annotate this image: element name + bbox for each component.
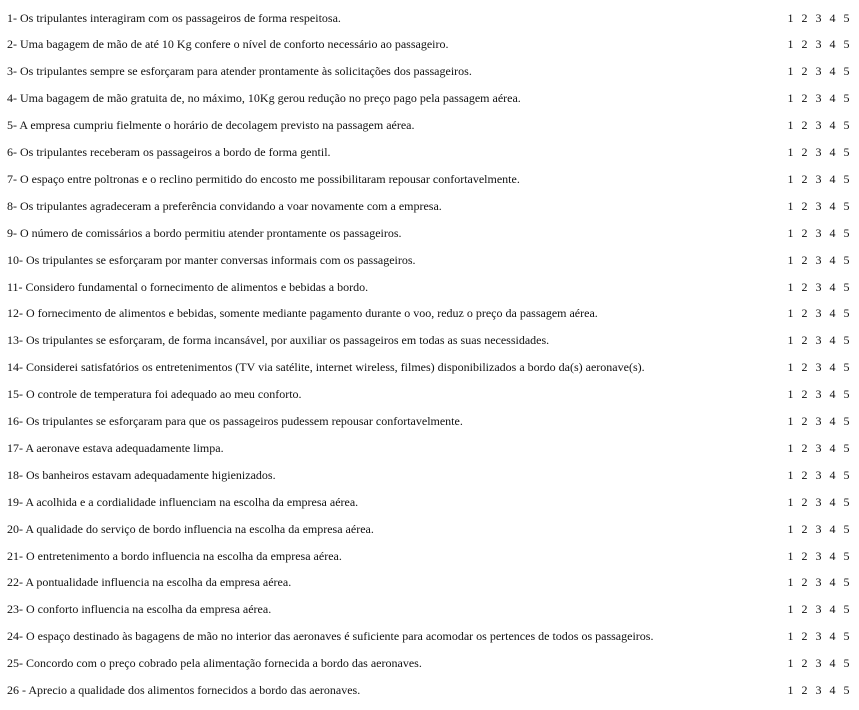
question-row <box>7 438 851 458</box>
scale-option[interactable]: 1 <box>787 656 794 671</box>
likert-scale <box>786 683 851 698</box>
scale-option[interactable]: 1 <box>787 521 794 536</box>
scale-option[interactable]: 4 <box>829 91 836 106</box>
question-text: 6- Os tripulantes receberam os passageiros a bordo de forma gentil. <box>7 145 331 159</box>
scale-option[interactable]: 1 <box>787 602 794 617</box>
scale-option[interactable]: 3 <box>815 91 822 106</box>
scale-option[interactable]: 1 <box>787 198 794 213</box>
scale-option[interactable]: 4 <box>829 360 836 375</box>
question-row <box>7 331 851 351</box>
question-text: 17- A aeronave estava adequadamente limpa. <box>7 440 224 455</box>
scale-option[interactable]: 3 <box>815 10 822 25</box>
question-row <box>7 196 851 216</box>
question-row <box>7 277 851 297</box>
scale-option[interactable]: 5 <box>843 494 850 509</box>
scale-option[interactable]: 1 <box>787 683 794 697</box>
scale-option[interactable]: 5 <box>843 225 850 240</box>
likert-scale <box>786 64 851 79</box>
scale-option[interactable]: 4 <box>829 306 836 321</box>
scale-option[interactable]: 4 <box>829 252 836 267</box>
scale-option[interactable]: 3 <box>815 360 822 375</box>
scale-option[interactable]: 1 <box>787 575 794 590</box>
scale-option[interactable]: 4 <box>829 333 836 348</box>
scale-option[interactable]: 4 <box>829 279 836 294</box>
scale-option[interactable]: 3 <box>815 467 822 482</box>
scale-option[interactable]: 2 <box>801 171 808 186</box>
question-row <box>7 250 851 270</box>
question-row <box>7 89 851 109</box>
question-row <box>7 169 851 189</box>
scale-option[interactable]: 3 <box>815 414 822 428</box>
likert-scale <box>786 11 851 26</box>
scale-option[interactable]: 1 <box>787 494 794 509</box>
scale-option[interactable]: 2 <box>801 494 808 509</box>
scale-option[interactable]: 4 <box>829 548 836 563</box>
scale-option[interactable]: 4 <box>829 629 836 644</box>
scale-option[interactable]: 4 <box>829 225 836 240</box>
question-text: 22- A pontualidade influencia na escolha da empresa aérea. <box>7 575 292 590</box>
question-row <box>7 600 851 620</box>
scale-option[interactable]: 4 <box>829 494 836 509</box>
likert-scale <box>786 37 851 52</box>
question-text: 4- Uma bagagem de mão gratuita de, no máximo, 10Kg gerou redução no preço pago pela passagem aérea. <box>7 91 521 106</box>
scale-option[interactable]: 1 <box>787 360 794 375</box>
question-row <box>7 385 851 405</box>
scale-option[interactable]: 4 <box>829 37 836 52</box>
scale-option[interactable]: 3 <box>815 225 822 240</box>
question-text: 11- Considero fundamental o fornecimento de alimentos e bebidas a bordo. <box>7 279 369 294</box>
likert-scale <box>786 253 851 268</box>
scale-option[interactable]: 4 <box>829 414 836 428</box>
question-text: 1- Os tripulantes interagiram com os passageiros de forma respeitosa. <box>7 10 341 25</box>
question-text: 5- A empresa cumpriu fielmente o horário de decolagem previsto na passagem aérea. <box>7 118 415 133</box>
scale-option[interactable]: 3 <box>815 145 822 159</box>
question-text: 19- A acolhida e a cordialidade influenciam na escolha da empresa aérea. <box>7 494 359 509</box>
scale-option[interactable]: 2 <box>801 521 808 536</box>
scale-option[interactable]: 4 <box>829 10 836 25</box>
question-row <box>7 465 851 485</box>
scale-option[interactable]: 3 <box>815 548 822 563</box>
scale-option[interactable]: 5 <box>843 387 850 402</box>
scale-option[interactable]: 4 <box>829 602 836 617</box>
scale-option[interactable]: 4 <box>829 467 836 482</box>
scale-option[interactable]: 2 <box>801 629 808 644</box>
scale-option[interactable]: 5 <box>843 333 850 348</box>
scale-option[interactable]: 2 <box>801 118 808 133</box>
question-text: 7- O espaço entre poltronas e o reclino permitido do encosto me possibilitaram repousar confortavelmente. <box>7 171 520 186</box>
scale-option[interactable]: 1 <box>787 306 794 321</box>
scale-option[interactable]: 2 <box>801 467 808 482</box>
scale-option[interactable]: 4 <box>829 387 836 402</box>
scale-option[interactable]: 3 <box>815 198 822 213</box>
scale-option[interactable]: 1 <box>787 629 794 644</box>
scale-option[interactable]: 4 <box>829 656 836 671</box>
question-row <box>7 304 851 324</box>
scale-option[interactable]: 3 <box>815 306 822 321</box>
scale-option[interactable]: 4 <box>829 145 836 159</box>
scale-option[interactable]: 3 <box>815 279 822 294</box>
scale-option[interactable]: 1 <box>787 118 794 133</box>
scale-option[interactable]: 4 <box>829 118 836 133</box>
scale-option[interactable]: 3 <box>815 252 822 267</box>
scale-option[interactable]: 1 <box>787 440 794 455</box>
question-text: 8- Os tripulantes agradeceram a preferência convidando a voar novamente com a empresa. <box>7 198 442 213</box>
question-text: 13- Os tripulantes se esforçaram, de forma incansável, por auxiliar os passageiros em todas as suas necessidades. <box>7 333 550 348</box>
scale-option[interactable]: 1 <box>787 548 794 563</box>
scale-option[interactable]: 2 <box>801 387 808 402</box>
likert-scale <box>786 91 851 106</box>
likert-scale <box>786 656 851 671</box>
question-text: 2- Uma bagagem de mão de até 10 Kg confere o nível de conforto necessário ao passageiro. <box>7 37 449 52</box>
likert-scale <box>786 145 851 160</box>
scale-option[interactable]: 3 <box>815 333 822 348</box>
scale-option[interactable]: 5 <box>843 360 850 375</box>
scale-option[interactable]: 4 <box>829 575 836 590</box>
likert-scale <box>786 549 851 564</box>
likert-scale <box>786 441 851 456</box>
likert-scale <box>786 575 851 590</box>
likert-scale <box>786 387 851 402</box>
scale-option[interactable]: 5 <box>843 171 850 186</box>
scale-option[interactable]: 2 <box>801 225 808 240</box>
scale-option[interactable]: 1 <box>787 10 794 25</box>
scale-option[interactable]: 2 <box>801 37 808 52</box>
question-row <box>7 627 851 647</box>
question-row <box>7 35 851 55</box>
scale-option[interactable]: 2 <box>801 360 808 375</box>
question-text: 24- O espaço destinado às bagagens de mão no interior das aeronaves é suficiente para acomodar os pertences de todos os passageiros. <box>7 629 654 644</box>
scale-option[interactable]: 5 <box>843 198 850 213</box>
question-text: 21- O entretenimento a bordo influencia na escolha da empresa aérea. <box>7 548 342 563</box>
scale-option[interactable]: 5 <box>843 64 850 79</box>
scale-option[interactable]: 3 <box>815 494 822 509</box>
question-text: 14- Considerei satisfatórios os entretenimentos (TV via satélite, internet wireless, filmes) disponibilizados a bordo da(s) aeronave(s). <box>7 360 645 375</box>
scale-option[interactable]: 5 <box>843 575 850 590</box>
question-row <box>7 412 851 432</box>
question-text: 9- O número de comissários a bordo permitiu atender prontamente os passageiros. <box>7 225 402 240</box>
scale-option[interactable]: 3 <box>815 575 822 590</box>
scale-option[interactable]: 1 <box>787 387 794 402</box>
scale-option[interactable]: 2 <box>801 306 808 321</box>
scale-option[interactable]: 3 <box>815 64 822 79</box>
scale-option[interactable]: 2 <box>801 333 808 348</box>
question-text: 12- O fornecimento de alimentos e bebidas, somente mediante pagamento durante o voo, reduz o preço da passagem aérea. <box>7 306 598 321</box>
question-row <box>7 143 851 163</box>
scale-option[interactable]: 2 <box>801 10 808 25</box>
scale-option[interactable]: 5 <box>843 306 850 321</box>
question-row <box>7 681 851 701</box>
likert-scale <box>786 522 851 537</box>
scale-option[interactable]: 2 <box>801 440 808 455</box>
likert-scale <box>786 118 851 133</box>
scale-option[interactable]: 2 <box>801 64 808 79</box>
likert-scale <box>786 468 851 483</box>
question-row <box>7 116 851 136</box>
scale-option[interactable]: 5 <box>843 252 850 267</box>
scale-option[interactable]: 1 <box>787 252 794 267</box>
question-text: 3- Os tripulantes sempre se esforçaram para atender prontamente às solicitações dos passageiros. <box>7 64 472 79</box>
scale-option[interactable]: 1 <box>787 414 794 428</box>
question-row <box>7 492 851 512</box>
scale-option[interactable]: 5 <box>843 467 850 482</box>
scale-option[interactable]: 5 <box>843 440 850 455</box>
question-row <box>7 358 851 378</box>
question-row <box>7 546 851 566</box>
question-row <box>7 8 851 28</box>
likert-scale <box>786 280 851 295</box>
scale-option[interactable]: 1 <box>787 279 794 294</box>
scale-option[interactable]: 2 <box>801 198 808 213</box>
scale-option[interactable]: 3 <box>815 440 822 455</box>
question-text: 15- O controle de temperatura foi adequado ao meu conforto. <box>7 387 302 402</box>
scale-option[interactable]: 2 <box>801 602 808 617</box>
scale-option[interactable]: 3 <box>815 656 822 671</box>
scale-option[interactable]: 5 <box>843 656 850 671</box>
scale-option[interactable]: 4 <box>829 683 836 697</box>
scale-option[interactable]: 5 <box>843 629 850 644</box>
scale-option[interactable]: 5 <box>843 118 850 133</box>
question-row <box>7 62 851 82</box>
question-text: 23- O conforto influencia na escolha da empresa aérea. <box>7 602 272 617</box>
likert-scale <box>786 306 851 321</box>
scale-option[interactable]: 3 <box>815 118 822 133</box>
scale-option[interactable]: 3 <box>815 521 822 536</box>
scale-option[interactable]: 2 <box>801 252 808 267</box>
scale-option[interactable]: 5 <box>843 91 850 106</box>
likert-scale <box>786 360 851 375</box>
scale-option[interactable]: 2 <box>801 656 808 671</box>
scale-option[interactable]: 4 <box>829 440 836 455</box>
scale-option[interactable]: 1 <box>787 467 794 482</box>
scale-option[interactable]: 5 <box>843 37 850 52</box>
scale-option[interactable]: 2 <box>801 683 808 697</box>
scale-option[interactable]: 3 <box>815 171 822 186</box>
question-text: 16- Os tripulantes se esforçaram para que os passageiros pudessem repousar confortavelmente. <box>7 414 463 428</box>
likert-scale <box>786 602 851 617</box>
scale-option[interactable]: 1 <box>787 64 794 79</box>
scale-option[interactable]: 1 <box>787 91 794 106</box>
scale-option[interactable]: 4 <box>829 171 836 186</box>
question-row <box>7 519 851 539</box>
question-row <box>7 654 851 674</box>
scale-option[interactable]: 2 <box>801 91 808 106</box>
scale-option[interactable]: 2 <box>801 145 808 159</box>
likert-scale <box>786 199 851 214</box>
scale-option[interactable]: 1 <box>787 333 794 348</box>
scale-option[interactable]: 4 <box>829 198 836 213</box>
likert-scale <box>786 629 851 644</box>
scale-option[interactable]: 5 <box>843 145 850 159</box>
likert-scale <box>786 172 851 187</box>
scale-option[interactable]: 3 <box>815 37 822 52</box>
question-text: 20- A qualidade do serviço de bordo influencia na escolha da empresa aérea. <box>7 521 374 536</box>
likert-scale <box>786 414 851 429</box>
scale-option[interactable]: 2 <box>801 575 808 590</box>
question-row <box>7 223 851 243</box>
scale-option[interactable]: 4 <box>829 64 836 79</box>
scale-option[interactable]: 4 <box>829 521 836 536</box>
scale-option[interactable]: 2 <box>801 414 808 428</box>
scale-option[interactable]: 2 <box>801 279 808 294</box>
scale-option[interactable]: 3 <box>815 683 822 697</box>
scale-option[interactable]: 5 <box>843 548 850 563</box>
question-row <box>7 573 851 593</box>
scale-option[interactable]: 1 <box>787 225 794 240</box>
scale-option[interactable]: 2 <box>801 548 808 563</box>
scale-option[interactable]: 3 <box>815 602 822 617</box>
scale-option[interactable]: 5 <box>843 602 850 617</box>
scale-option[interactable]: 5 <box>843 521 850 536</box>
scale-option[interactable]: 3 <box>815 629 822 644</box>
scale-option[interactable]: 5 <box>843 279 850 294</box>
question-text: 26 - Aprecio a qualidade dos alimentos fornecidos a bordo das aeronaves. <box>7 683 361 697</box>
likert-scale <box>786 495 851 510</box>
scale-option[interactable]: 3 <box>815 387 822 402</box>
scale-option[interactable]: 5 <box>843 10 850 25</box>
scale-option[interactable]: 5 <box>843 683 850 697</box>
likert-scale <box>786 226 851 241</box>
question-text: 10- Os tripulantes se esforçaram por manter conversas informais com os passageiros. <box>7 252 416 267</box>
question-text: 18- Os banheiros estavam adequadamente higienizados. <box>7 467 276 482</box>
scale-option[interactable]: 1 <box>787 145 794 159</box>
scale-option[interactable]: 5 <box>843 414 850 428</box>
scale-option[interactable]: 1 <box>787 171 794 186</box>
likert-scale <box>786 333 851 348</box>
scale-option[interactable]: 1 <box>787 37 794 52</box>
question-text: 25- Concordo com o preço cobrado pela alimentação fornecida a bordo das aeronaves. <box>7 656 422 671</box>
